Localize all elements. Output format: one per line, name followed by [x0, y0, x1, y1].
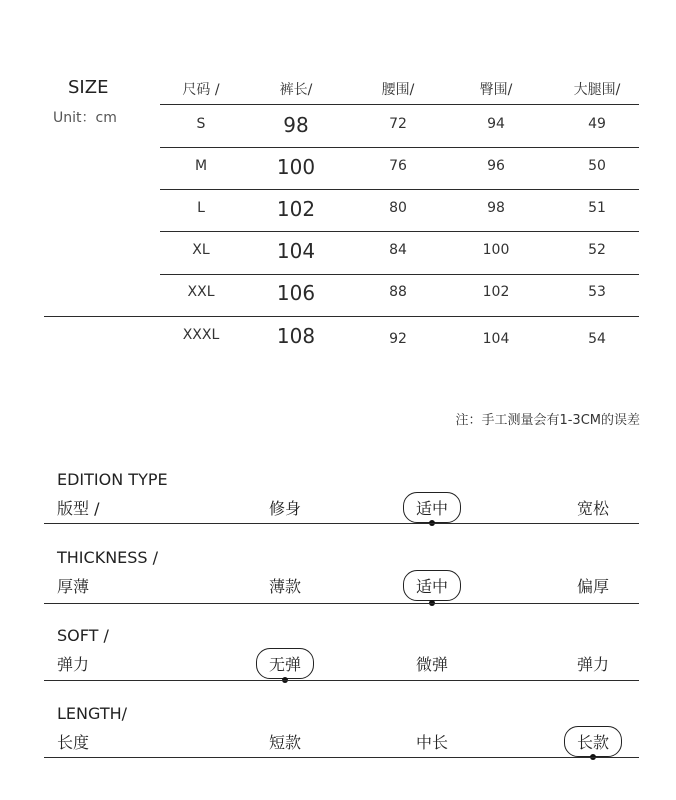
table-cell: 100 [276, 155, 316, 179]
table-cell: M [194, 158, 208, 174]
attribute-label-cn: 版型 / [57, 499, 100, 518]
table-divider [44, 316, 639, 317]
table-cell: 80 [389, 200, 407, 216]
attribute-option-selected: 适中 [403, 492, 461, 523]
table-cell: S [196, 116, 206, 132]
table-cell: 104 [276, 239, 316, 263]
table-cell: 76 [389, 158, 407, 174]
table-cell: XXL [187, 284, 215, 300]
table-cell: 52 [588, 242, 606, 258]
measurement-note: 注：手工测量会有1-3CM的误差 [455, 413, 640, 428]
table-cell: 84 [389, 242, 407, 258]
table-cell: 102 [276, 197, 316, 221]
table-header-3: 臀围/ [479, 82, 513, 98]
size-title: SIZE [68, 77, 109, 98]
table-cell: 92 [389, 331, 407, 347]
table-cell: 51 [588, 200, 606, 216]
table-cell: 104 [482, 331, 510, 347]
attribute-option: 偏厚 [576, 577, 610, 596]
attribute-scale-line [44, 757, 639, 758]
table-divider [160, 274, 639, 275]
attribute-option: 宽松 [576, 499, 610, 518]
table-cell: 98 [487, 200, 505, 216]
table-cell: L [197, 200, 205, 216]
table-cell: 108 [276, 324, 316, 348]
attribute-label-en: LENGTH/ [57, 704, 128, 723]
table-divider [160, 231, 639, 232]
attribute-option: 薄款 [268, 577, 302, 596]
attribute-option: 弹力 [576, 655, 610, 674]
table-header-2: 腰围/ [381, 82, 415, 98]
table-header-0: 尺码 / [182, 82, 220, 98]
attribute-scale-line [44, 523, 639, 524]
table-cell: 106 [276, 281, 316, 305]
attribute-option-selected: 无弹 [256, 648, 314, 679]
attribute-option-selected: 长款 [564, 726, 622, 757]
table-cell: 54 [588, 331, 606, 347]
table-cell: 100 [482, 242, 510, 258]
table-divider [160, 104, 639, 105]
table-divider [160, 147, 639, 148]
table-cell: 72 [389, 116, 407, 132]
table-cell: 88 [389, 284, 407, 300]
table-divider [160, 189, 639, 190]
attribute-option-selected: 适中 [403, 570, 461, 601]
table-cell: 98 [283, 113, 309, 137]
table-header-1: 裤长/ [279, 82, 313, 98]
attribute-scale-line [44, 603, 639, 604]
table-cell: XL [192, 242, 210, 258]
attribute-label-en: THICKNESS / [57, 548, 159, 567]
attribute-option: 修身 [268, 499, 302, 518]
table-cell: 53 [588, 284, 606, 300]
attribute-option: 短款 [268, 733, 302, 752]
attribute-label-en: EDITION TYPE [57, 470, 168, 489]
table-cell: 50 [588, 158, 606, 174]
attribute-option: 中长 [415, 733, 449, 752]
attribute-label-cn: 厚薄 [57, 577, 90, 596]
attribute-scale-line [44, 680, 639, 681]
table-header-4: 大腿围/ [573, 82, 621, 98]
table-cell: 96 [487, 158, 505, 174]
attribute-option: 微弹 [415, 655, 449, 674]
attribute-label-cn: 弹力 [57, 655, 90, 674]
unit-label: Unit：cm [53, 110, 117, 126]
attribute-label-cn: 长度 [57, 733, 90, 752]
table-cell: XXXL [182, 327, 220, 343]
attribute-label-en: SOFT / [57, 626, 109, 645]
table-cell: 49 [588, 116, 606, 132]
table-cell: 102 [482, 284, 510, 300]
table-cell: 94 [487, 116, 505, 132]
